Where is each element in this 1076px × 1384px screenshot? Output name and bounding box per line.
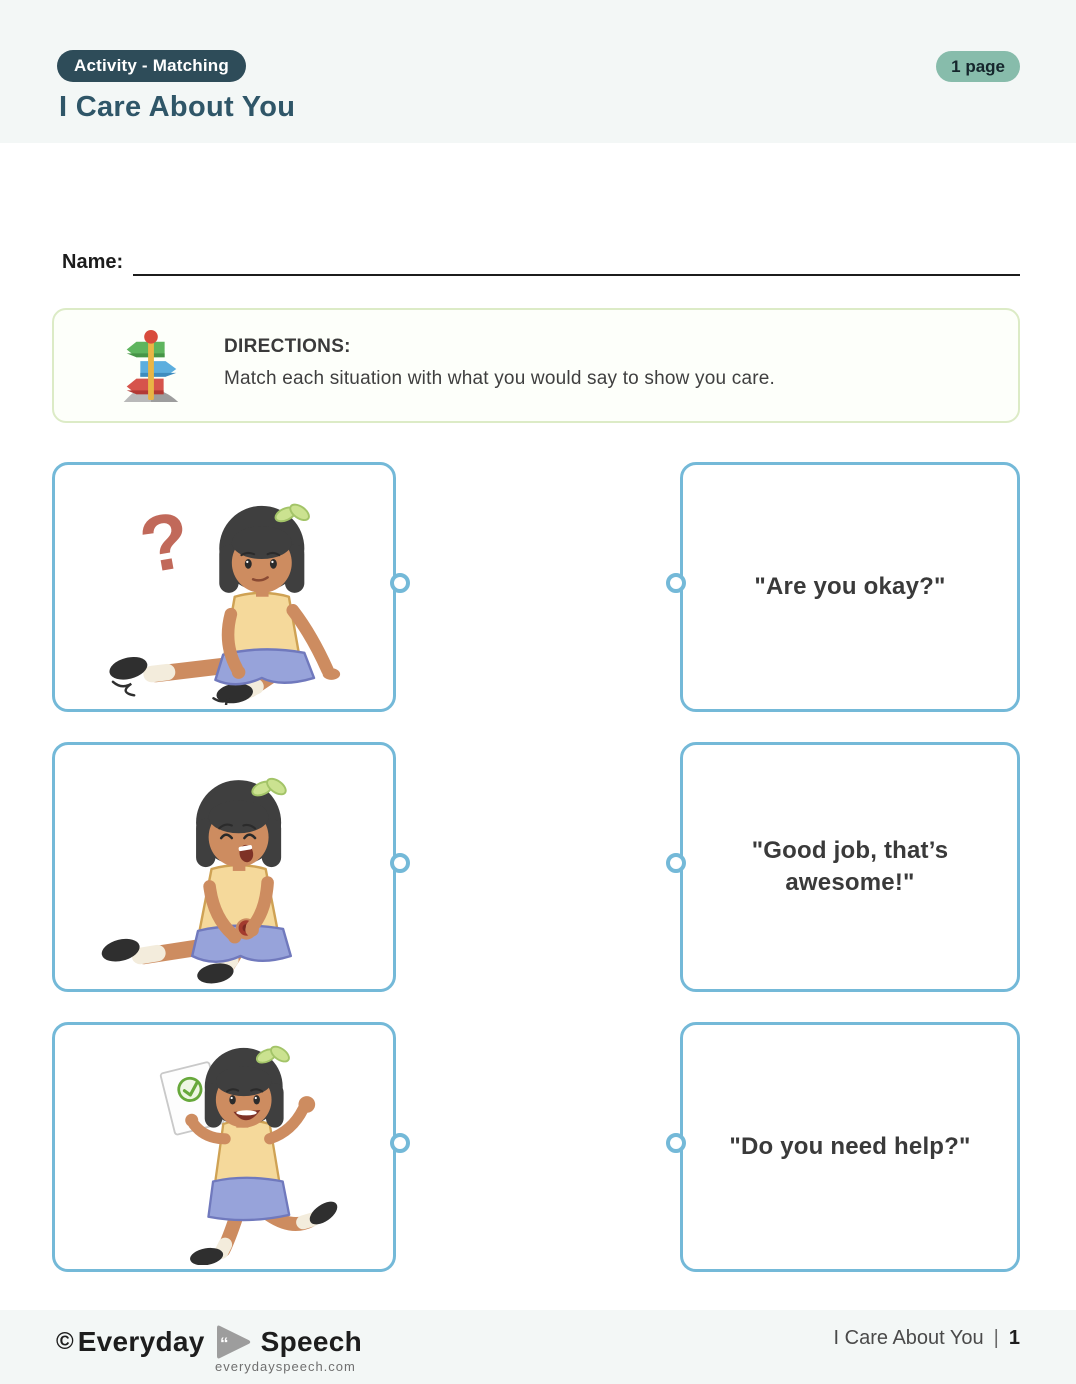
- girl-running-with-checkmark-paper-illustration: [77, 1033, 377, 1265]
- play-quotes-logo-icon: [213, 1322, 253, 1362]
- brand-name-everyday: Everyday: [77, 1326, 205, 1357]
- response-text: "Do you need help?": [729, 1132, 971, 1160]
- response-card-are-you-okay[interactable]: [680, 462, 1020, 712]
- svg-text:“: “: [219, 1334, 229, 1353]
- directions-box: [52, 308, 1020, 423]
- name-input-line[interactable]: [133, 250, 1020, 276]
- footer-page-info: [834, 1327, 1020, 1350]
- footer-band: [0, 1310, 1076, 1384]
- response-card-need-help[interactable]: [680, 1022, 1020, 1272]
- situation-card-good-grade[interactable]: [52, 1022, 396, 1272]
- website-url: everydayspeech.com: [215, 1359, 356, 1374]
- page-title: I Care About You: [59, 91, 296, 123]
- match-connector[interactable]: [666, 1133, 686, 1153]
- directions-heading: DIRECTIONS:: [224, 336, 351, 357]
- response-text: "Are you okay?": [754, 572, 946, 600]
- match-connector[interactable]: [390, 1133, 410, 1153]
- response-card-good-job[interactable]: [680, 742, 1020, 992]
- svg-text:?: ?: [133, 494, 197, 591]
- name-row: [62, 250, 1020, 276]
- girl-scraped-knee-illustration: [77, 753, 377, 985]
- situation-card-shoelaces[interactable]: [52, 462, 396, 712]
- category-badge: Activity - Matching: [57, 50, 246, 82]
- match-connector[interactable]: [666, 573, 686, 593]
- girl-tripped-untied-shoelaces-illustration: [77, 473, 377, 705]
- match-connector[interactable]: [390, 853, 410, 873]
- match-connector[interactable]: [390, 573, 410, 593]
- footer-page-number: 1: [1008, 1327, 1020, 1349]
- directions-body: Match each situation with what you would say to show you care.: [224, 368, 776, 389]
- signpost-icon: [116, 328, 186, 406]
- footer-document-title: I Care About You: [833, 1327, 984, 1349]
- directions-texts: [224, 336, 988, 390]
- brand-name-speech: Speech: [260, 1326, 363, 1357]
- match-connector[interactable]: [666, 853, 686, 873]
- situation-card-scraped-knee[interactable]: [52, 742, 396, 992]
- header-band: [0, 0, 1076, 143]
- footer-separator: |: [993, 1327, 999, 1349]
- brand-logo-group: [56, 1322, 362, 1362]
- name-label: Name:: [62, 251, 124, 273]
- response-text: "Good job, that’s awesome!": [751, 836, 949, 896]
- page-count-badge: 1 page: [936, 51, 1020, 82]
- copyright-symbol: ©: [56, 1328, 74, 1355]
